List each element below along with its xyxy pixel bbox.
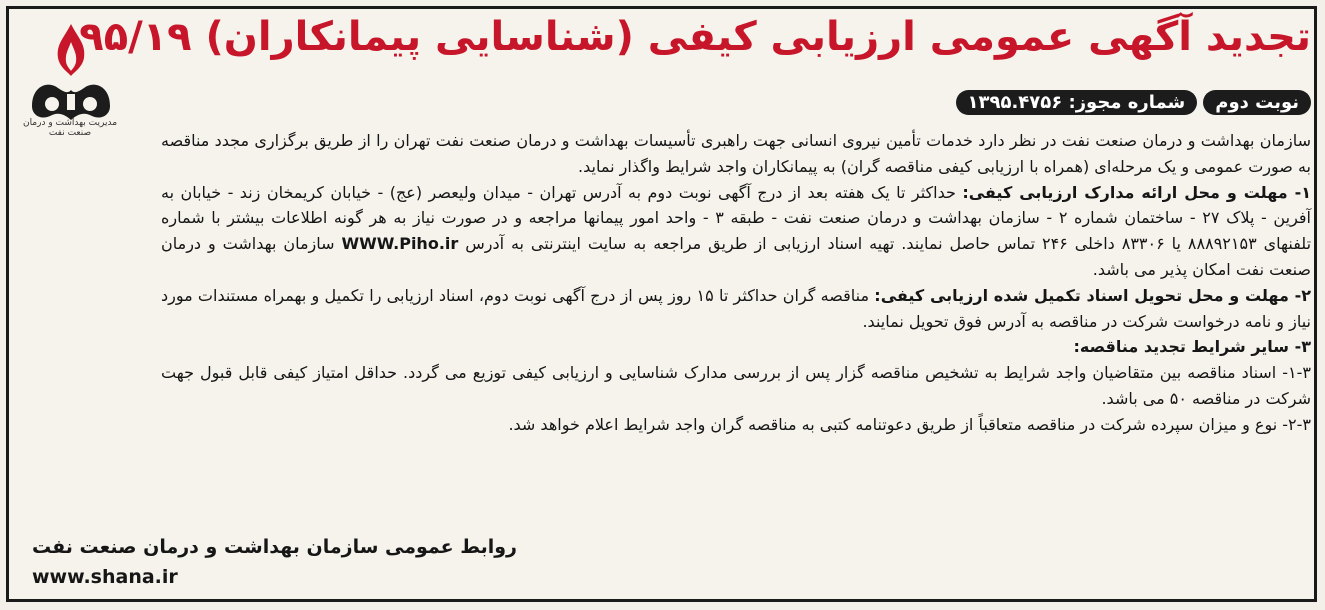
piho-website-link[interactable]: WWW.Piho.ir [341,234,459,254]
section-1-text: حداکثر تا یک هفته بعد از درج آگهی نوبت دوم به آدرس تهران - میدان ولیعصر (عج) - خیابان کریمخان زند - خیابان به آفرین - پلاک ۲۷ - ساختمان شماره ۲ - سازمان بهداشت و درمان صنعت نفت - طبقه ۳ - واحد امور پیمانها مراجعه و در صورت نیاز به هر گونه اطلاعات بیشتر با شماره تلفنهای ۸۸۸۹۲۱۵۳ یا ۸۳۳۰۶ داخلی ۲۴۶ تماس حاصل نمایند. تهیه اسناد ارزیابی از طریق مراجعه به سایت اینترنتی به آدرس [161,182,1312,254]
ad-title: تجدید آگهی عمومی ارزیابی کیفی (شناسایی پیمانکاران) ۹۵/۱۹ [79,14,1311,60]
section-3-item-2: ۲-۳- نوع و میزان سپرده شرکت در مناقصه متعاقباً از طریق دعوتنامه کتبی به مناقصه گران واجد شرایط اعلام خواهد شد. [508,414,1311,434]
section-2-text: مناقصه گران حداکثر تا ۱۵ روز پس از درج آگهی نوبت دوم، اسناد ارزیابی را تکمیل و بهمراه مستندات مورد نیاز و نامه درخواست شرکت در مناقصه به آدرس فوق تحویل نمایند. [161,285,1311,331]
license-number-badge: شماره مجوز: ۱۳۹۵.۴۷۵۶ [956,90,1198,115]
round-badge: نوبت دوم [1203,90,1311,115]
logo-caption: مدیریت بهداشت و درمان صنعت نفت [22,118,118,138]
footer-org: روابط عمومی سازمان بهداشت و درمان صنعت نفت [32,536,517,558]
section-3-heading: ۳- سایر شرایط تجدید مناقصه: [1073,337,1311,357]
section-2 [161,283,1311,335]
section-1-text-after: سازمان بهداشت و درمان صنعت نفت امکان پذیر می باشد. [161,234,1311,279]
section-2-heading: ۲- مهلت و محل تحویل اسناد تکمیل شده ارزیابی کیفی: [874,285,1312,305]
ad-body [161,128,1311,438]
section-3-item-1: ۱-۳- اسناد مناقصه بین متقاضیان واجد شرایط به تشخیص مناقصه گزار پس از بررسی مدارک شناسایی و ارزیابی کیفی توزیع می گردد. حداقل امتیاز کیفی قابل قبول جهت شرکت در مناقصه ۵۰ می باشد. [161,363,1311,408]
intro-paragraph: سازمان بهداشت و درمان صنعت نفت در نظر دارد خدمات تأمین نیروی انسانی جهت راهبری تأسیسات بهداشت و درمان صنعت نفت تهران را از طریق برگزاری مجدد مناقصه به صورت عمومی و یک مرحله‌ای (همراه با ارزیابی کیفی مناقصه گران) به پیمانکاران واجد شرایط واگذار نماید. [161,131,1311,176]
meta-row [956,90,1312,115]
section-1 [161,180,1311,283]
section-1-heading: ۱- مهلت و محل ارائه مدارک ارزیابی کیفی: [962,182,1312,202]
footer-website[interactable]: www.shana.ir [32,566,178,588]
